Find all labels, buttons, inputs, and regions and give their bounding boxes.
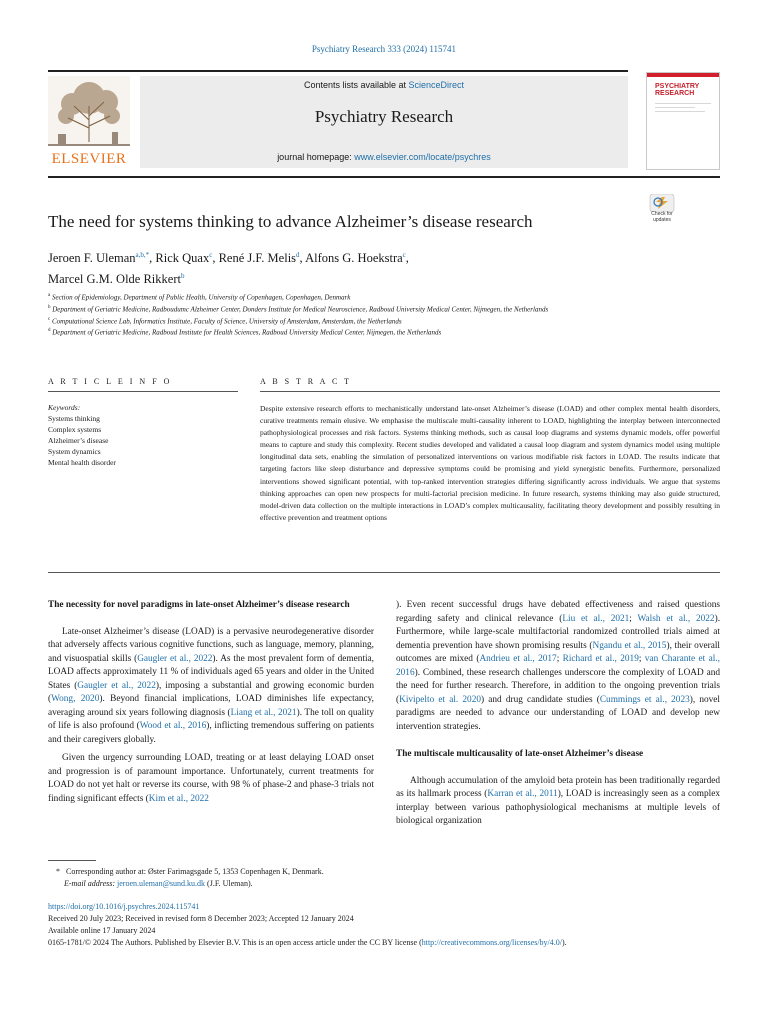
license-line: 0165-1781/© 2024 The Authors. Published by Elsevier B.V. This is an open access article under the CC BY license (http://creativecommons.org/licenses/by/4.0/).	[48, 938, 567, 947]
affiliations	[48, 291, 668, 338]
check-for-updates-badge[interactable]	[647, 194, 677, 230]
author[interactable]: René J.F. Melis$^d$	[218, 251, 300, 265]
citation-link[interactable]: Ngandu et al., 2015	[592, 640, 667, 651]
article-info-heading: A R T I C L E I N F O	[48, 377, 172, 386]
author[interactable]: Marcel G.M. Olde Rikkert$^b$	[48, 272, 185, 286]
paragraph: Given the urgency surrounding LOAD, treating or at least delaying LOAD onset and progression is of paramount importance. Unfortunately, current treatments for LOAD do not yet halt or reverse its course, with 98 % of phase-2 and phase-3 trials not finding significant effects (Kim et al., 2022	[48, 753, 374, 804]
author[interactable]: Rick Quax$^c$	[155, 251, 213, 265]
journal-cover-thumbnail[interactable]	[646, 72, 720, 170]
body-column-right	[396, 599, 720, 829]
homepage-line	[140, 152, 628, 162]
citation-link[interactable]: Kivipelto et al. 2020	[399, 694, 482, 705]
keywords-block	[48, 402, 238, 468]
affiliation: $^b$ Department of Geriatric Medicine, Radboudumc Alzheimer Center, Donders Institute for Medical Neuroscience, Radboud University Medical Center, Nijmegen, the Netherlands	[48, 304, 549, 314]
email-note: E-mail address: jeroen.uleman@sund.ku.dk (J.F. Uleman).	[64, 879, 253, 888]
citation-link[interactable]: Karran et al., 2011	[487, 789, 558, 799]
abstract-heading: A B S T R A C T	[260, 377, 352, 386]
cover-title: PSYCHIATRY RESEARCH	[655, 83, 700, 97]
header-divider-bottom	[48, 176, 720, 178]
citation-link[interactable]: Walsh et al., 2022	[637, 613, 715, 624]
journal-reference[interactable]: Psychiatry Research 333 (2024) 115741	[311, 44, 457, 54]
citation-link[interactable]: Wood et al., 2016	[139, 721, 207, 731]
footnote-divider	[48, 860, 96, 861]
section-heading: The multiscale multicausality of late-onset Alzheimer’s disease	[396, 749, 644, 759]
paragraph: ). Even recent successful drugs have debated effectiveness and raised questions regarding safety and clinical relevance (Liu et al., 2021; Walsh et al., 2022). Furthermore, while large-scale multifactorial randomized controlled trials aimed at dementia prevention have shown promising results (Ngandu et al., 2015), their overall outcomes are mixed (Andrieu et al., 2017; Richard et al., 2019; van Charante et al., 2016). Combined, these research challenges underscore the complexity of LOAD and the need for further research. Therefore, in addition to the ongoing prevention trials (Kivipelto et al. 2020) and drug candidate studies (Cummings et al., 2023), novel paradigms are needed to advance our understanding of LOAD and develop new intervention strategies.	[396, 600, 721, 732]
sciencedirect-link[interactable]: ScienceDirect	[408, 80, 465, 90]
footnotes	[48, 866, 720, 890]
citation-link[interactable]: Gaugler et al., 2022	[77, 680, 156, 691]
keyword: Alzheimer’s disease	[48, 436, 109, 445]
article-title: The need for systems thinking to advance Alzheimer’s disease research	[48, 212, 533, 231]
cover-band	[647, 73, 719, 77]
abstract-text: Despite extensive research efforts to mechanistically understand late-onset Alzheimer’s disease (LOAD) and other complex mental health disorders, curative treatments remain elusive. We emphasise the multiscale multi-causality inherent to LOAD, highlighting the interplay between interconnected pathophysiological processes and risk factors. Systems thinking methods, such as causal loop diagrams and systems dynamic models, offer powerful means to capture and study this complexity. Recent studies developed and validated a causal loop diagram and system dynamics model using multiple longitudinal data sets, enabling the simulation of personalized interventions on various modifiable risk factors in LOAD. The results indicate that targeting factors like sleep disturbance and depressive symptoms could be promising and yield synergistic benefits. Furthermore, personalized interventions showed significant potential, with top-ranked intervention strategies differing significantly across individuals. We argue that systems thinking approaches can open new prospects for multi-factorial precision medicine. In future research, systems thinking may also guide structured, model-driven data collection on the multiple interactions in LOAD’s complex multicausality, facilitating theory development and possibly resulting in effective prevention and treatment options	[260, 404, 720, 522]
contents-prefix: Contents lists available at	[303, 80, 409, 90]
email-link[interactable]: jeroen.uleman@sund.ku.dk	[117, 879, 206, 888]
abstract-rule	[260, 391, 720, 392]
affiliation: $^c$ Computational Science Lab, Informatics Institute, Faculty of Science, University of Amsterdam, Amsterdam, the Netherlands	[48, 316, 402, 325]
article-info-rule	[48, 391, 238, 392]
publication-info	[48, 901, 728, 949]
publisher-logo-text: ELSEVIER	[51, 151, 127, 167]
keywords-label: Keywords:	[48, 403, 81, 412]
license-link[interactable]: http://creativecommons.org/licenses/by/4.0/	[421, 938, 563, 947]
keyword: Systems thinking	[48, 414, 100, 423]
badge-text: Check for updates	[651, 211, 673, 223]
affiliation: $^a$ Section of Epidemiology, Department of Public Health, University of Copenhagen, Copenhagen, Denmark	[48, 293, 351, 302]
section-heading: The necessity for novel paradigms in late-onset Alzheimer’s disease research	[48, 600, 350, 610]
journal-name: Psychiatry Research	[314, 107, 454, 126]
homepage-prefix: journal homepage:	[277, 152, 355, 162]
affiliation: $^d$ Department of Geriatric Medicine, Radboud Institute for Health Sciences, Radboud University Medical Center, Nijmegen, the Netherlands	[48, 328, 442, 337]
homepage-link[interactable]: www.elsevier.com/locate/psychres	[354, 152, 491, 162]
check-updates-icon	[647, 194, 677, 212]
cover-line	[655, 111, 705, 112]
abstract-bottom-rule	[48, 572, 720, 573]
online-date: Available online 17 January 2024	[48, 926, 156, 935]
received-dates: Received 20 July 2023; Received in revised form 8 December 2023; Accepted 12 January 2024	[48, 914, 354, 923]
cover-line	[655, 103, 711, 104]
keyword: Mental health disorder	[48, 458, 116, 467]
contents-line	[140, 80, 628, 90]
keyword: System dynamics	[48, 447, 101, 456]
paragraph: Late-onset Alzheimer’s disease (LOAD) is a pervasive neurodegenerative disorder that adversely affects various cognitive functions, such as language, memory, planning, and visuospatial skills (Gaugler et al., 2022). As the most prevalent form of dementia, LOAD affects approximately 11 % of individuals aged 65 years and older in the United States (Gaugler et al., 2022), imposing a substantial and growing economic burden (Wong, 2020). Beyond financial implications, LOAD diminishes life expectancy, averaging around six years following diagnosis (Liang et al., 2021). The toll on quality of life is also profound (Wood et al., 2016), inflicting tremendous suffering on patients and their caregivers globally.	[48, 626, 375, 745]
citation-link[interactable]: van Charante et al., 2016	[396, 654, 720, 678]
citation-link[interactable]: Wong, 2020	[51, 694, 100, 704]
author-list: Jeroen F. Uleman$^{a,b,*}$, Rick Quax$^c$, René J.F. Melis$^d$, Alfons G. Hoekstra$^c$, Marcel G.M. Olde Rikkert$^b$	[48, 251, 409, 286]
doi-link[interactable]: https://doi.org/10.1016/j.psychres.2024.115741	[48, 902, 200, 911]
cover-line	[655, 107, 695, 108]
author[interactable]: Jeroen F. Uleman$^{a,b,*}$	[48, 251, 150, 265]
paragraph: Although accumulation of the amyloid beta protein has been traditionally regarded as its hallmark process (Karran et al., 2011), LOAD is increasingly seen as a complex interplay between various pathophysiological mechanisms at multiple levels of biological organization	[396, 775, 720, 826]
citation-link[interactable]: Liang et al., 2021	[230, 707, 297, 718]
citation-link[interactable]: Kim et al., 2022	[148, 793, 209, 804]
corresponding-author-note: * Corresponding author at: Øster Farimagsgade 5, 1353 Copenhagen K, Denmark.	[56, 867, 324, 876]
body-column-left	[48, 599, 374, 806]
keyword: Complex systems	[48, 425, 102, 434]
citation-link[interactable]: Gaugler et al., 2022	[137, 653, 213, 664]
citation-link[interactable]: Richard et al., 2019	[562, 654, 639, 664]
author[interactable]: Alfons G. Hoekstra$^c$	[305, 251, 406, 265]
citation-link[interactable]: Liu et al., 2021	[562, 613, 630, 624]
citation-link[interactable]: Andrieu et al., 2017	[479, 654, 557, 664]
citation-link[interactable]: Cummings et al., 2023	[599, 694, 690, 705]
header-divider-top	[48, 70, 628, 72]
